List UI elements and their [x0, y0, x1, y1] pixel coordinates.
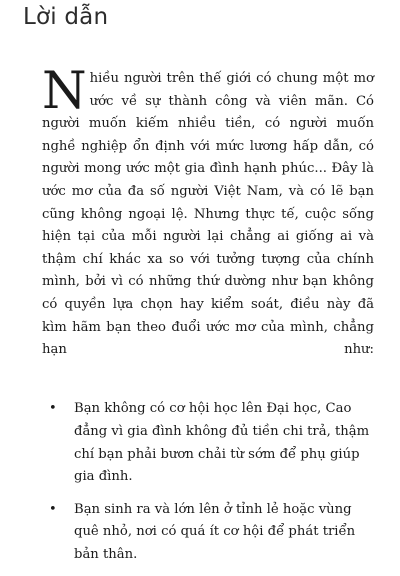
bullet-marker: •	[49, 401, 57, 417]
list-item-text: Bạn không có cơ hội học lên Đại học, Cao đẳng vì gia đình không đủ tiền chi trả, thậm chí bạn phải bươn chải từ sớm để phụ giúp gia đình.	[74, 401, 370, 485]
list-item	[42, 398, 374, 488]
list-item	[42, 499, 374, 567]
bullet-marker: •	[49, 501, 57, 517]
drop-cap-letter: N	[42, 62, 87, 121]
intro-paragraph-text: hiều người trên thế giới có chung một mơ ước về sự thành công và viên mãn. Có người muốn kiếm nhiều tiền, có người muốn nghề nghiệp ổn định với mức lương hấp dẫn, có người mong ước một gia đình hạnh phúc... Đây là ước mơ của đa số người Việt Nam, và có lẽ bạn cũng không ngoại lệ. Nhưng thực tế, cuộc sống hiện tại của mỗi người lại chẳng ai giống ai và thậm chí khác xa so với tưởng tượng của chính mình, bởi vì có những thứ dường như bạn không có quyền lựa chọn hay kiểm soát, điều này đã kìm hãm bạn theo đuổi ước mơ của mình, chẳng hạn như:	[42, 71, 374, 358]
list-item-text: Bạn sinh ra và lớn lên ở tỉnh lẻ hoặc vùng quê nhỏ, nơi có quá ít cơ hội để phát triển bản thân.	[74, 501, 356, 562]
bullet-list	[42, 398, 374, 566]
body-text	[42, 62, 374, 576]
intro-paragraph	[42, 62, 374, 384]
chapter-heading: Lời dẫn	[23, 4, 109, 30]
